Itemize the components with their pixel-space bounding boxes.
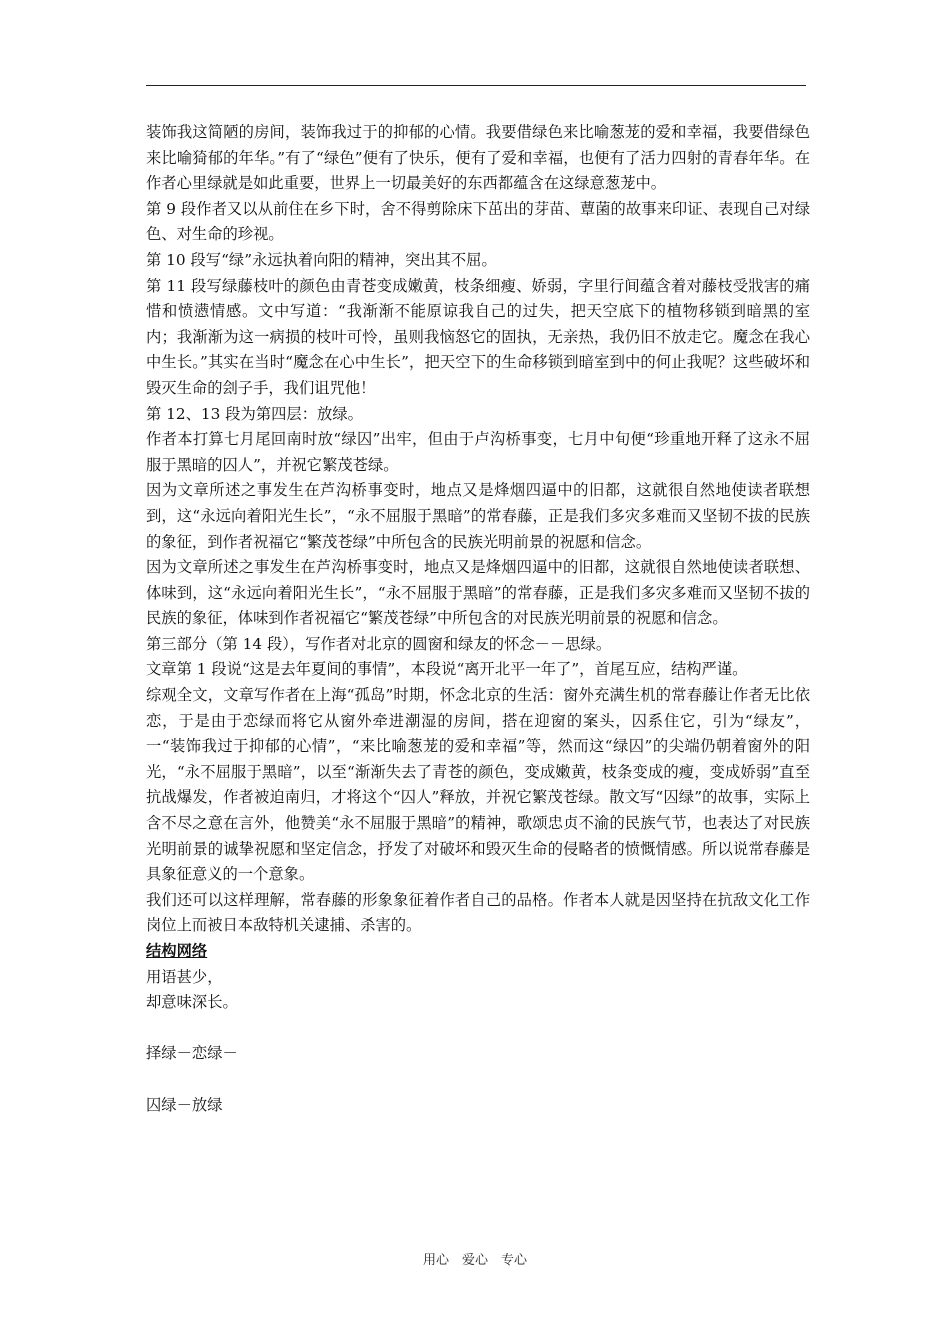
section-heading: 结构网络 — [146, 942, 208, 960]
structure-line: 囚绿－放绿 — [146, 1095, 223, 1114]
header-rule — [146, 85, 806, 86]
structure-line: 择绿－恋绿－ — [146, 1044, 238, 1063]
summary-line: 用语甚少， — [146, 967, 223, 986]
paragraph: 第三部分（第 14 段），写作者对北京的圆窗和绿友的怀念－－思绿。 — [146, 634, 612, 653]
paragraph: 文章第 1 段说“这是去年夏间的事情”，本段说“离开北平一年了”，首尾互应，结构严谨。 — [146, 660, 748, 679]
page-footer: 用心 爱心 专心 — [422, 1253, 527, 1268]
paragraph: 装饰我这简陋的房间，装饰我过于的抑郁的心情。我要借绿色来比喻葱茏的爱和幸福，我要借绿色来比喻猗郁的年华。”有了“绿色”便有了快乐，便有了爱和幸福，也便有了活力四射的青春年华。在作者心里绿就是如此重要，世界上一切最美好的东西都蕴含在这绿意葱茏中。 — [146, 123, 810, 193]
paragraph: 第 11 段写绿藤枝叶的颜色由青苍变成嫩黄，枝条细瘦、娇弱，字里行间蕴含着对藤枝受戕害的痛惜和愤懑情感。文中写道：“我渐渐不能原谅我自己的过失，把天空底下的植物移锁到暗黑的室内；我渐渐为这一病损的枝叶可怜，虽则我恼怒它的固执，无亲热，我仍旧不放走它。魔念在我心中生长。”其实在当时“魔念在心中生长”，把天空下的生命移锁到暗室到中的何止我呢？这些破坏和毁灭生命的刽子手，我们诅咒他！ — [146, 276, 810, 397]
document-body — [146, 120, 826, 1118]
blank-line — [146, 1067, 810, 1093]
blank-line — [146, 1016, 810, 1042]
paragraph: 因为文章所述之事发生在芦沟桥事变时，地点又是烽烟四逼中的旧都，这就很自然地使读者联想到，这“永远向着阳光生长”，“永不屈服于黑暗”的常春藤，正是我们多灾多难而又坚韧不拔的民族的象征，到作者祝福它“繁茂苍绿”中所包含的民族光明前景的祝愿和信念。 — [146, 481, 810, 551]
paragraph: 我们还可以这样理解，常春藤的形象象征着作者自己的品格。作者本人就是因坚持在抗敌文化工作岗位上而被日本敌特机关逮捕、杀害的。 — [146, 890, 810, 935]
paragraph: 综观全文，文章写作者在上海“孤岛”时期，怀念北京的生活：窗外充满生机的常春藤让作者无比依 恋，于是由于恋绿而将它从窗外牵进潮湿的房间，搭在迎窗的案头，囚系住它，引为“绿友”，一“装饰我过于抑郁的心情”，“来比喻葱茏的爱和幸福”等，然而这“绿囚”的尖端仍朝着窗外的阳光，“永不屈服于黑暗”，以至“渐渐失去了青苍的颜色，变成嫩黄，枝条变成的瘦，变成娇弱”直至抗战爆发，作者被迫南归，才将这个“囚人”释放，并祝它繁茂苍绿。散文写“囚绿”的故事，实际上含不尽之意在言外，他赞美“永不屈服于黑暗”的精神，歌颂忠贞不渝的民族气节，也表达了对民族光明前景的诚挚祝愿和坚定信念，抒发了对破坏和毁灭生命的侵略者的愤慨情感。所以说常春藤是具象征意义的一个意象。 — [146, 686, 826, 884]
paragraph: 第 12、13 段为第四层：放绿。 — [146, 404, 363, 423]
summary-line: 却意味深长。 — [146, 993, 238, 1012]
paragraph: 作者本打算七月尾回南时放“绿囚”出牢，但由于卢沟桥事变，七月中旬便“珍重地开释了这永不屈服于黑暗的囚人”，并祝它繁茂苍绿。 — [146, 430, 810, 474]
paragraph: 第 9 段作者又以从前住在乡下时，舍不得剪除床下茁出的芽苗、蕈菌的故事来印证、表现自己对绿色、对生命的珍视。 — [146, 199, 810, 244]
paragraph: 第 10 段写“绿”永远执着向阳的精神，突出其不屈。 — [146, 250, 497, 269]
paragraph: 因为文章所述之事发生在芦沟桥事变时，地点又是烽烟四逼中的旧都，这就很自然地使读者联想、体味到，这“永远向着阳光生长”，“永不屈服于黑暗”的常春藤，正是我们多灾多难而又坚韧不拔的民族的象征，体味到作者祝福它“繁茂苍绿”中所包含的对民族光明前景的祝愿和信念。 — [146, 558, 810, 628]
